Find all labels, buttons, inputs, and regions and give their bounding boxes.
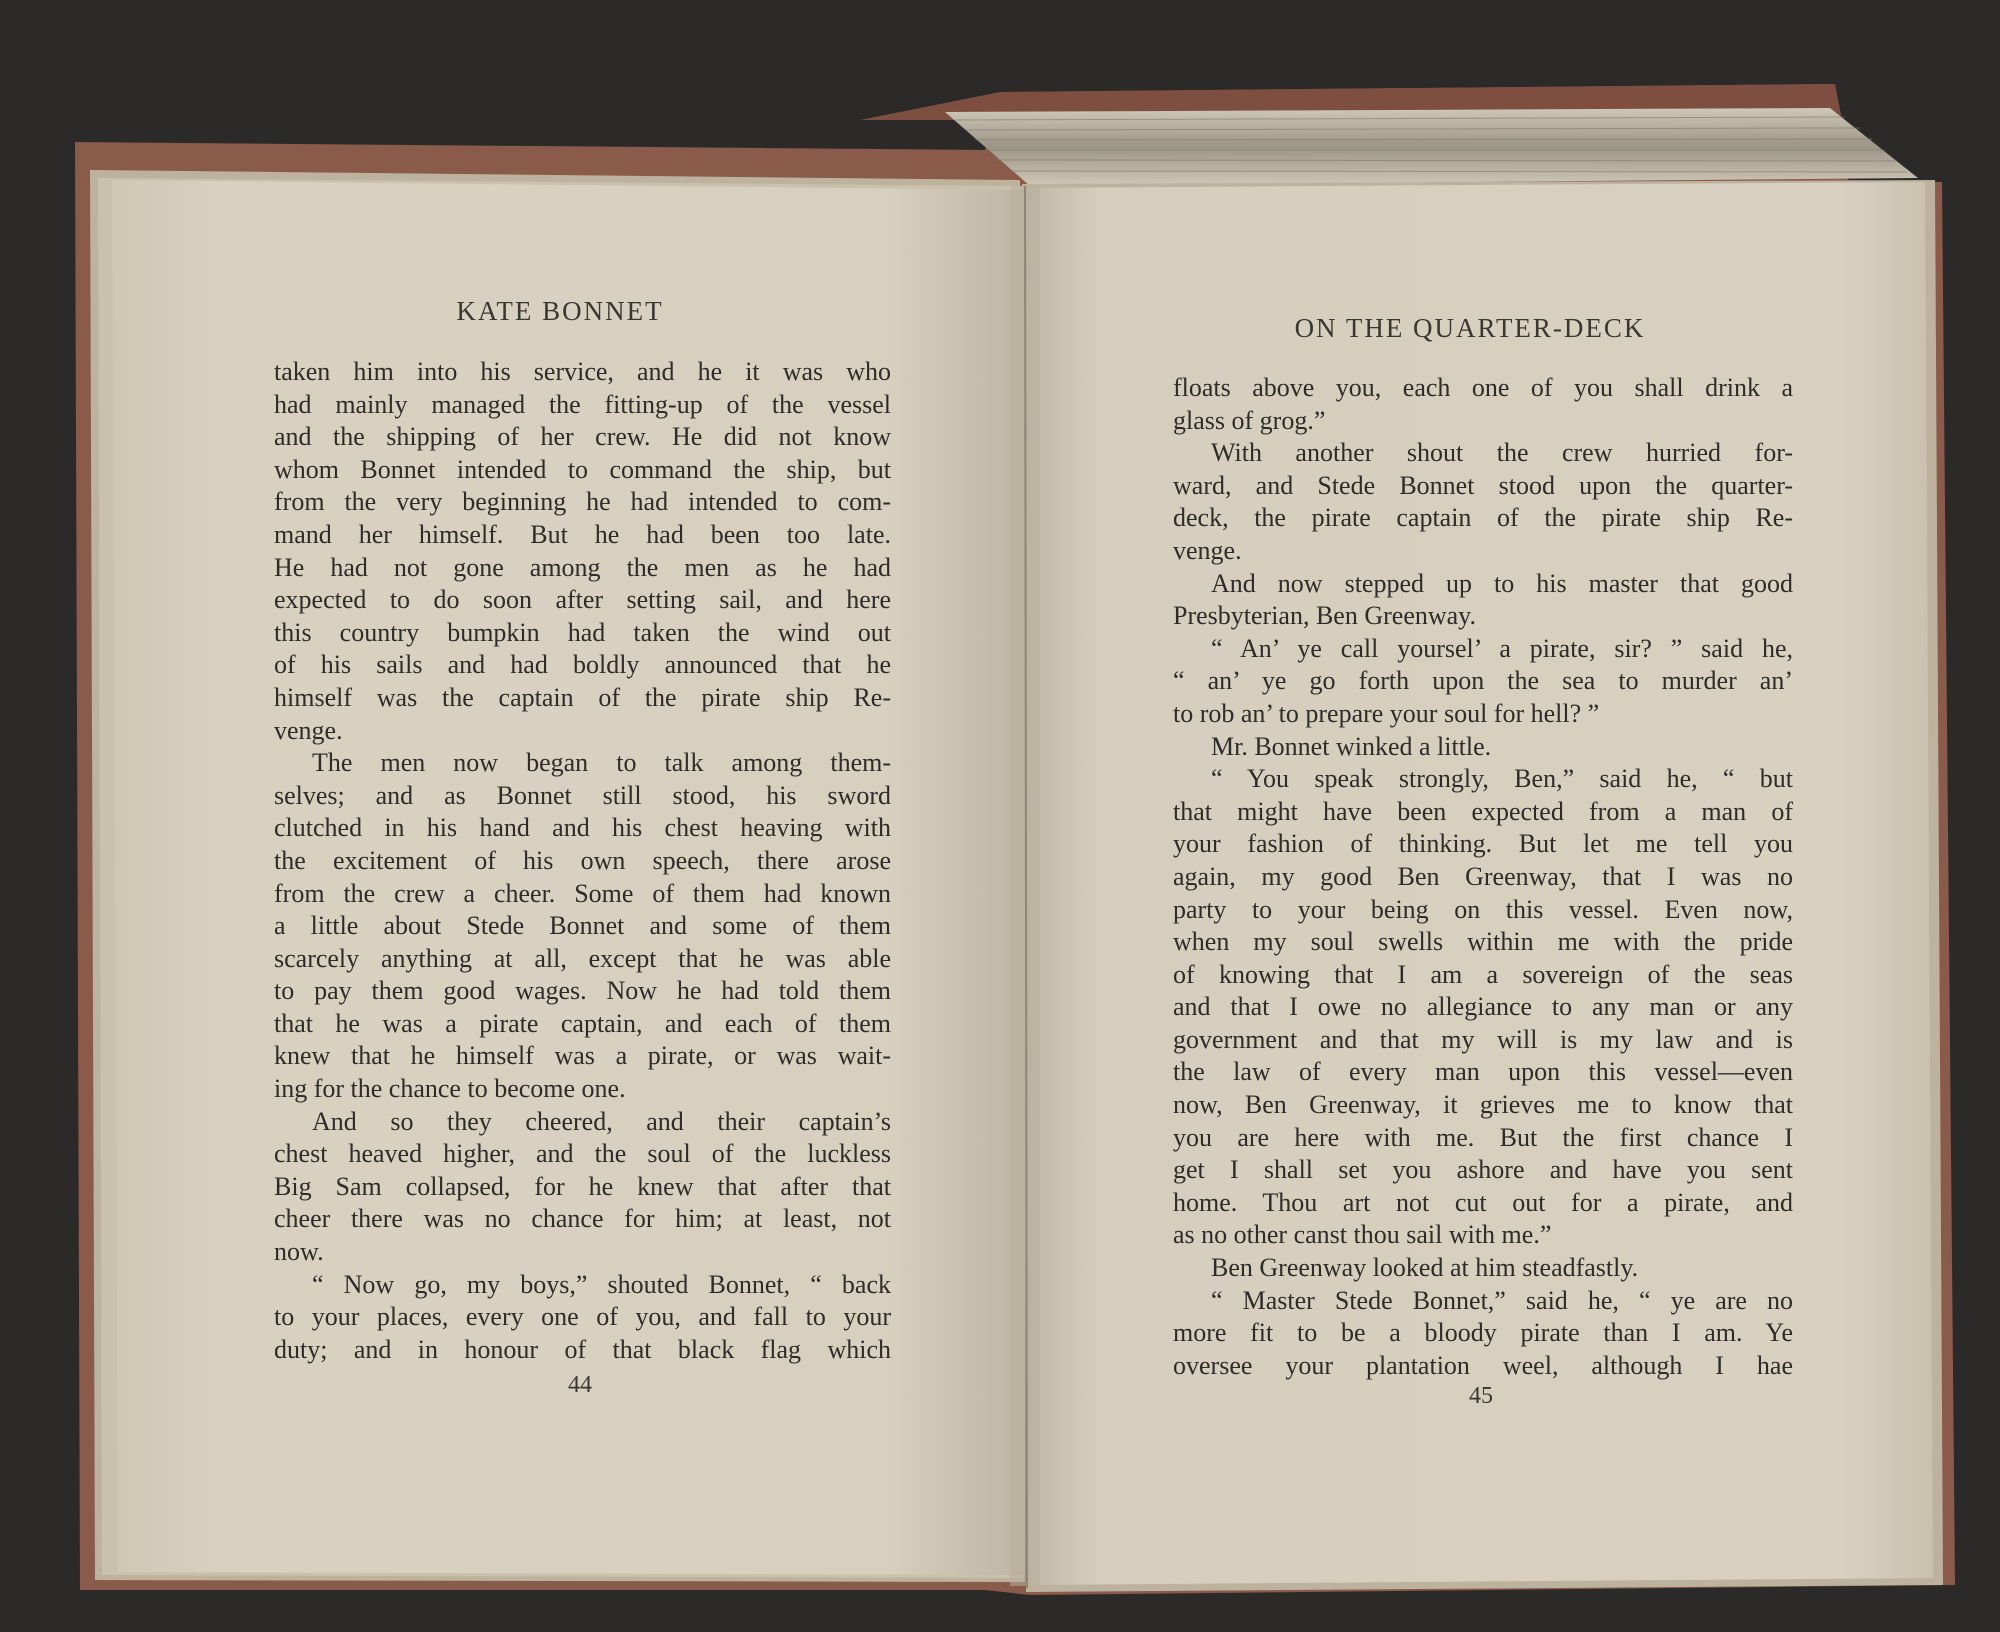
text-line: the excitement of his own speech, there arose — [274, 845, 891, 875]
text-line: of his sails and had boldly announced that he — [274, 650, 891, 680]
text-line: The men now began to talk among them- — [312, 748, 891, 778]
text-line: ward, and Stede Bonnet stood upon the quarter- — [1173, 470, 1793, 500]
text-line: party to your being on this vessel. Even now, — [1173, 894, 1793, 924]
text-line: from the crew a cheer. Some of them had known — [274, 878, 891, 908]
right-page-number: 45 — [1469, 1383, 1493, 1409]
text-line: venge. — [1173, 535, 1242, 565]
text-line: floats above you, each one of you shall drink a — [1173, 373, 1793, 402]
text-line: a little about Stede Bonnet and some of them — [274, 911, 891, 941]
text-line: deck, the pirate captain of the pirate ship Re- — [1173, 503, 1793, 533]
text-line: your fashion of thinking. But let me tell you — [1173, 829, 1793, 859]
text-line: to rob an’ to prepare your soul for hell? ” — [1173, 698, 1600, 728]
text-line: cheer there was no chance for him; at least, not — [274, 1204, 891, 1234]
text-line: Big Sam collapsed, for he knew that after that — [274, 1171, 891, 1201]
text-line: Mr. Bonnet winked a little. — [1211, 731, 1492, 761]
left-page-text — [274, 356, 891, 1366]
text-line: again, my good Ben Greenway, that I was no — [1173, 861, 1793, 891]
text-line: glass of grog.” — [1173, 405, 1326, 435]
text-line: the law of every man upon this vessel—even — [1173, 1057, 1793, 1087]
text-line: from the very beginning he had intended to com- — [274, 487, 891, 517]
text-line: ing for the chance to become one. — [274, 1074, 626, 1104]
text-line: when my soul swells within me with the pride — [1173, 927, 1793, 957]
text-line: Ben Greenway looked at him steadfastly. — [1211, 1253, 1639, 1283]
text-line: to your places, every one of you, and fall to your — [274, 1302, 891, 1332]
text-line: now. — [274, 1237, 324, 1267]
text-line: home. Thou art not cut out for a pirate, and — [1173, 1187, 1793, 1217]
text-line: Presbyterian, Ben Greenway. — [1173, 601, 1476, 631]
text-line: selves; and as Bonnet still stood, his sword — [274, 780, 891, 810]
text-line: now, Ben Greenway, it grieves me to know that — [1173, 1090, 1793, 1120]
right-page-text — [1173, 372, 1793, 1382]
text-line: whom Bonnet intended to command the ship, but — [274, 454, 891, 484]
text-line: that he was a pirate captain, and each of them — [274, 1008, 891, 1038]
text-line: himself was the captain of the pirate ship Re- — [274, 682, 891, 712]
text-line: to pay them good wages. Now he had told them — [274, 976, 891, 1006]
text-line: knew that he himself was a pirate, or was wait- — [274, 1041, 891, 1071]
text-line: duty; and in honour of that black flag which — [274, 1334, 891, 1364]
text-line: more fit to be a bloody pirate than I am. Ye — [1173, 1318, 1793, 1348]
left-running-head: KATE BONNET — [456, 296, 664, 326]
text-line: And so they cheered, and their captain’s — [312, 1106, 891, 1136]
text-line: scarcely anything at all, except that he was able — [274, 943, 891, 973]
right-running-head: ON THE QUARTER-DECK — [1294, 313, 1646, 343]
text-line: government and that my will is my law and is — [1173, 1024, 1793, 1054]
text-line: “ An’ ye call yoursel’ a pirate, sir? ” said he, — [1211, 633, 1793, 663]
left-page-number: 44 — [568, 1372, 592, 1398]
text-line: you are here with me. But the first chance I — [1173, 1122, 1793, 1152]
text-line: taken him into his service, and he it was who — [274, 357, 891, 386]
text-line: and the shipping of her crew. He did not know — [274, 422, 891, 452]
text-line: of knowing that I am a sovereign of the seas — [1173, 959, 1793, 989]
text-line: “ an’ ye go forth upon the sea to murder an’ — [1173, 666, 1793, 696]
text-line: and that I owe no allegiance to any man or any — [1173, 992, 1793, 1022]
text-line: “ Master Stede Bonnet,” said he, “ ye are no — [1211, 1285, 1793, 1315]
text-line: “ Now go, my boys,” shouted Bonnet, “ back — [312, 1269, 891, 1299]
text-line: had mainly managed the fitting-up of the vessel — [274, 389, 891, 419]
text-line: get I shall set you ashore and have you sent — [1173, 1155, 1793, 1185]
text-line: chest heaved higher, and the soul of the luckless — [274, 1139, 891, 1169]
text-line: With another shout the crew hurried for- — [1211, 438, 1793, 468]
text-line: venge. — [274, 715, 343, 745]
text-line: as no other canst thou sail with me.” — [1173, 1220, 1552, 1250]
text-line: He had not gone among the men as he had — [274, 552, 891, 582]
text-line: clutched in his hand and his chest heaving with — [274, 813, 891, 843]
text-line: that might have been expected from a man of — [1173, 796, 1793, 826]
text-line: expected to do soon after setting sail, and here — [274, 585, 891, 615]
text-line: oversee your plantation weel, although I hae — [1173, 1350, 1793, 1380]
text-line: mand her himself. But he had been too late. — [274, 519, 891, 549]
text-line: “ You speak strongly, Ben,” said he, “ but — [1211, 764, 1793, 794]
text-line: And now stepped up to his master that good — [1211, 568, 1793, 598]
text-line: this country bumpkin had taken the wind out — [274, 617, 891, 647]
